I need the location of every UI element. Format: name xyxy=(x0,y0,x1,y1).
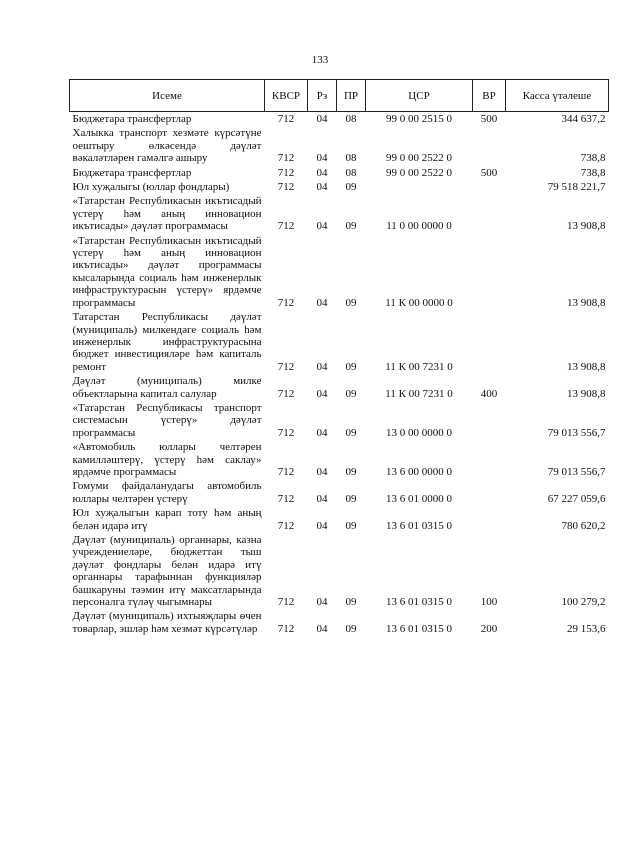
cell-rz: 04 xyxy=(316,465,328,478)
cell-vr: 100 xyxy=(480,596,498,609)
table-row xyxy=(70,180,609,194)
cell-name: Юл хуҗалыгы (юллар фондлары) xyxy=(72,181,230,194)
table-row xyxy=(70,506,609,533)
cell-pr: 09 xyxy=(345,465,357,478)
cell-amount: 738,8 xyxy=(580,152,606,165)
cell-amount: 79 518 221,7 xyxy=(547,181,606,194)
cell-kvsr: 712 xyxy=(277,465,295,478)
cell-amount: 13 908,8 xyxy=(567,387,606,400)
cell-kvsr: 712 xyxy=(277,113,295,125)
cell-amount: 13 908,8 xyxy=(567,296,606,309)
cell-amount: 67 227 059,6 xyxy=(547,492,606,505)
table-row xyxy=(70,310,609,374)
header-pr: ПР xyxy=(337,80,366,112)
cell-name: Бюджетара трансфертлар xyxy=(72,166,192,179)
cell-rz: 04 xyxy=(316,387,328,400)
cell-rz: 04 xyxy=(316,519,328,532)
cell-pr: 08 xyxy=(345,113,357,125)
cell-rz: 04 xyxy=(316,622,328,635)
cell-pr: 09 xyxy=(345,519,357,532)
cell-amount: 738,8 xyxy=(580,166,606,179)
cell-csr: 99 0 00 2522 0 xyxy=(386,166,452,179)
cell-kvsr: 712 xyxy=(277,220,295,233)
cell-name: Бюджетара трансфертлар xyxy=(72,113,192,125)
cell-vr: 500 xyxy=(480,113,498,125)
cell-csr: 13 6 01 0000 0 xyxy=(386,492,452,505)
table-row xyxy=(70,374,609,401)
header-name: Исеме xyxy=(70,80,265,112)
header-csr: ЦСР xyxy=(366,80,473,112)
cell-vr: 500 xyxy=(480,166,498,179)
cell-kvsr: 712 xyxy=(277,519,295,532)
cell-amount: 344 637,2 xyxy=(561,113,606,125)
cell-amount: 100 279,2 xyxy=(561,596,606,609)
cell-pr: 09 xyxy=(345,296,357,309)
header-rz: Рз xyxy=(308,80,337,112)
budget-table xyxy=(69,79,609,636)
cell-amount: 29 153,6 xyxy=(567,622,606,635)
cell-name: Дәүләт (муниципаль) ихтыяҗлары өчен товарлар, эшләр һәм хезмәт күрсәтүләр xyxy=(72,610,262,635)
cell-csr xyxy=(366,180,473,194)
cell-pr: 09 xyxy=(345,492,357,505)
cell-name: Халыкка транспорт хезмәте күрсәтүне оештыру өлкәсендә дәүләт вәкаләтләрен гамәлгә ашыру xyxy=(72,127,262,165)
cell-csr: 11 К 00 0000 0 xyxy=(385,296,453,309)
cell-kvsr: 712 xyxy=(277,360,295,373)
cell-vr xyxy=(473,180,506,194)
cell-csr: 99 0 00 2522 0 xyxy=(386,152,452,165)
cell-rz: 04 xyxy=(316,220,328,233)
cell-kvsr: 712 xyxy=(277,152,295,165)
cell-csr: 11 0 00 0000 0 xyxy=(386,220,452,233)
cell-kvsr: 712 xyxy=(277,296,295,309)
cell-rz: 04 xyxy=(316,296,328,309)
cell-pr: 09 xyxy=(345,220,357,233)
cell-pr: 09 xyxy=(345,360,357,373)
cell-csr: 13 6 01 0315 0 xyxy=(386,519,452,532)
cell-vr xyxy=(473,401,506,440)
cell-amount: 13 908,8 xyxy=(567,220,606,233)
table-row xyxy=(70,194,609,233)
cell-vr xyxy=(473,126,506,165)
cell-vr: 200 xyxy=(480,622,498,635)
cell-pr: 09 xyxy=(345,426,357,439)
cell-vr xyxy=(473,479,506,506)
header-amount: Касса үтәлеше xyxy=(506,80,609,112)
cell-name: Гомуми файдаланудагы автомобиль юллары челтәрен үстерү xyxy=(72,480,262,505)
cell-csr: 13 6 01 0315 0 xyxy=(386,622,452,635)
cell-kvsr: 712 xyxy=(277,181,295,194)
cell-kvsr: 712 xyxy=(277,387,295,400)
cell-pr: 08 xyxy=(345,166,357,179)
cell-rz: 04 xyxy=(316,426,328,439)
cell-rz: 04 xyxy=(316,181,328,194)
cell-name: Дәүләт (муниципаль) органнары, казна учреждениеләре, бюджеттан тыш дәүләт фондлары белән идарә итү органнары тарафыннан функцияләр башкаруны тәэмин итү максатларында персоналга түләү чыгымнары xyxy=(72,534,262,609)
cell-rz: 04 xyxy=(316,360,328,373)
page-number: 133 xyxy=(311,54,329,66)
cell-pr: 09 xyxy=(345,622,357,635)
table-row xyxy=(70,479,609,506)
cell-vr xyxy=(473,506,506,533)
table-header-row xyxy=(70,80,609,112)
cell-csr: 99 0 00 2515 0 xyxy=(386,113,452,125)
cell-pr: 09 xyxy=(345,387,357,400)
cell-vr: 400 xyxy=(480,387,498,400)
cell-rz: 04 xyxy=(316,152,328,165)
cell-csr: 13 6 01 0315 0 xyxy=(386,596,452,609)
cell-csr: 13 0 00 0000 0 xyxy=(386,426,452,439)
cell-name: «Татарстан Республикасы транспорт системасын үстерү» дәүләт программасы xyxy=(72,401,262,439)
cell-amount: 79 013 556,7 xyxy=(547,426,606,439)
table-row xyxy=(70,234,609,310)
header-kvsr: КВСР xyxy=(265,80,308,112)
cell-rz: 04 xyxy=(316,596,328,609)
cell-amount: 79 013 556,7 xyxy=(547,465,606,478)
cell-name: «Автомобиль юллары челтәрен камилләштерү, үстерү һәм саклау» ярдәмче программасы xyxy=(72,441,262,478)
table-row xyxy=(70,609,609,636)
table-row xyxy=(70,112,609,127)
cell-vr xyxy=(473,234,506,310)
cell-pr: 08 xyxy=(345,152,357,165)
table-row xyxy=(70,401,609,440)
cell-vr xyxy=(473,194,506,233)
cell-name: Юл хуҗалыгын карап тоту һәм аның белән идарә итү xyxy=(72,507,262,532)
cell-rz: 04 xyxy=(316,166,328,179)
cell-kvsr: 712 xyxy=(277,596,295,609)
cell-vr xyxy=(473,440,506,479)
cell-name: Татарстан Республикасы дәүләт (муниципаль) милкендәге социаль һәм инженерлык инфраструктурасына бюджет инвестицияләре һәм капиталь ремонт xyxy=(72,311,262,373)
cell-csr: 11 К 00 7231 0 xyxy=(385,360,453,373)
cell-amount: 780 620,2 xyxy=(561,519,606,532)
cell-name: «Татарстан Республикасын икътисадый үстерү һәм аның инновацион икътисады» дәүләт программасы кысаларында социаль һәм инженерлык инфраструктурасын үстерү» ярдәмче программасы xyxy=(72,234,262,309)
cell-kvsr: 712 xyxy=(277,492,295,505)
table-row xyxy=(70,166,609,180)
cell-rz: 04 xyxy=(316,492,328,505)
cell-csr: 13 6 00 0000 0 xyxy=(386,465,452,478)
cell-kvsr: 712 xyxy=(277,166,295,179)
cell-vr xyxy=(473,310,506,374)
table-row xyxy=(70,440,609,479)
cell-kvsr: 712 xyxy=(277,426,295,439)
table-row xyxy=(70,533,609,609)
table-row xyxy=(70,126,609,165)
cell-pr: 09 xyxy=(345,181,357,194)
cell-kvsr: 712 xyxy=(277,622,295,635)
cell-rz: 04 xyxy=(316,113,328,125)
cell-name: Дәүләт (муниципаль) милке объектларына капитал салулар xyxy=(72,375,262,400)
header-vr: ВР xyxy=(473,80,506,112)
cell-amount: 13 908,8 xyxy=(567,360,606,373)
cell-csr: 11 К 00 7231 0 xyxy=(385,387,453,400)
cell-pr: 09 xyxy=(345,596,357,609)
cell-name: «Татарстан Республикасын икътисадый үстерү һәм аның инновацион икътисады» дәүләт программасы xyxy=(72,195,262,233)
